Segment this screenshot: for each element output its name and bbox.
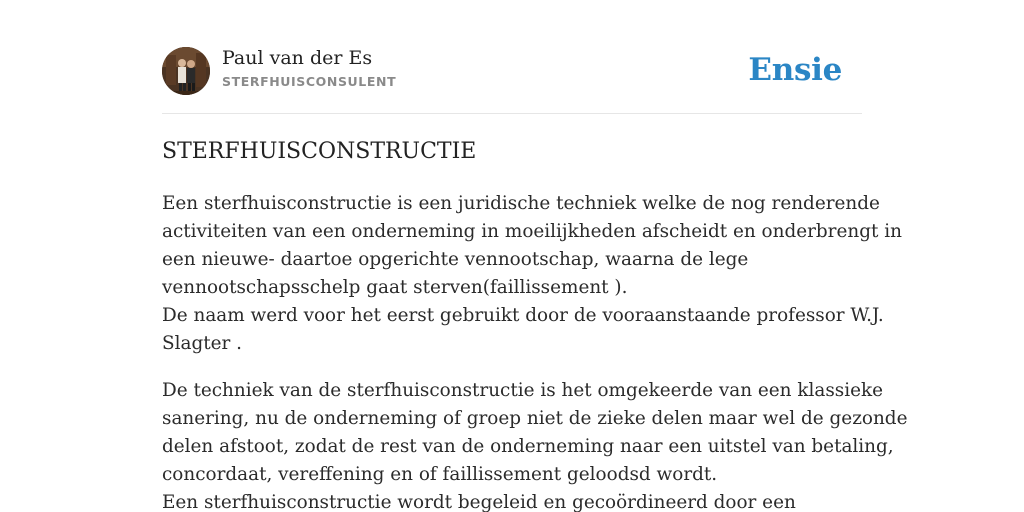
text-line: Een sterfhuisconstructie wordt begeleid en gecoördineerd door een <box>162 492 796 512</box>
header-divider <box>162 113 862 114</box>
text-line: sanering, nu de onderneming of groep niet de zieke delen maar wel de gezonde <box>162 408 908 429</box>
text-line: Slagter . <box>162 333 242 354</box>
text-line: een nieuwe- daartoe opgerichte vennootschap, waarna de lege <box>162 249 749 270</box>
paragraph <box>162 377 908 512</box>
avatar[interactable] <box>162 47 210 95</box>
article-body <box>162 190 908 512</box>
text-line: vennootschapsschelp gaat sterven(faillissement ). <box>162 277 628 298</box>
text-line: De naam werd voor het eerst gebruikt door de vooraanstaande professor W.J. <box>162 305 884 326</box>
author-name[interactable]: Paul van der Es <box>222 47 373 69</box>
article-title: STERFHUISCONSTRUCTIE <box>162 139 477 164</box>
text-line: concordaat, vereffening en of faillissement geloodsd wordt. <box>162 464 718 485</box>
text-line: Een sterfhuisconstructie is een juridische techniek welke de nog renderende <box>162 193 880 214</box>
text-line: De techniek van de sterfhuisconstructie is het omgekeerde van een klassieke <box>162 380 883 401</box>
avatar-photo-icon <box>162 47 210 95</box>
text-line: delen afstoot, zodat de rest van de onderneming naar een uitstel van betaling, <box>162 436 894 457</box>
text-line: activiteiten van een onderneming in moeilijkheden afscheidt en onderbrengt in <box>162 221 902 242</box>
paragraph <box>162 190 902 358</box>
author-role: STERFHUISCONSULENT <box>222 74 397 89</box>
author-header <box>162 46 862 96</box>
ensie-logo-link[interactable]: Ensie <box>748 52 842 88</box>
